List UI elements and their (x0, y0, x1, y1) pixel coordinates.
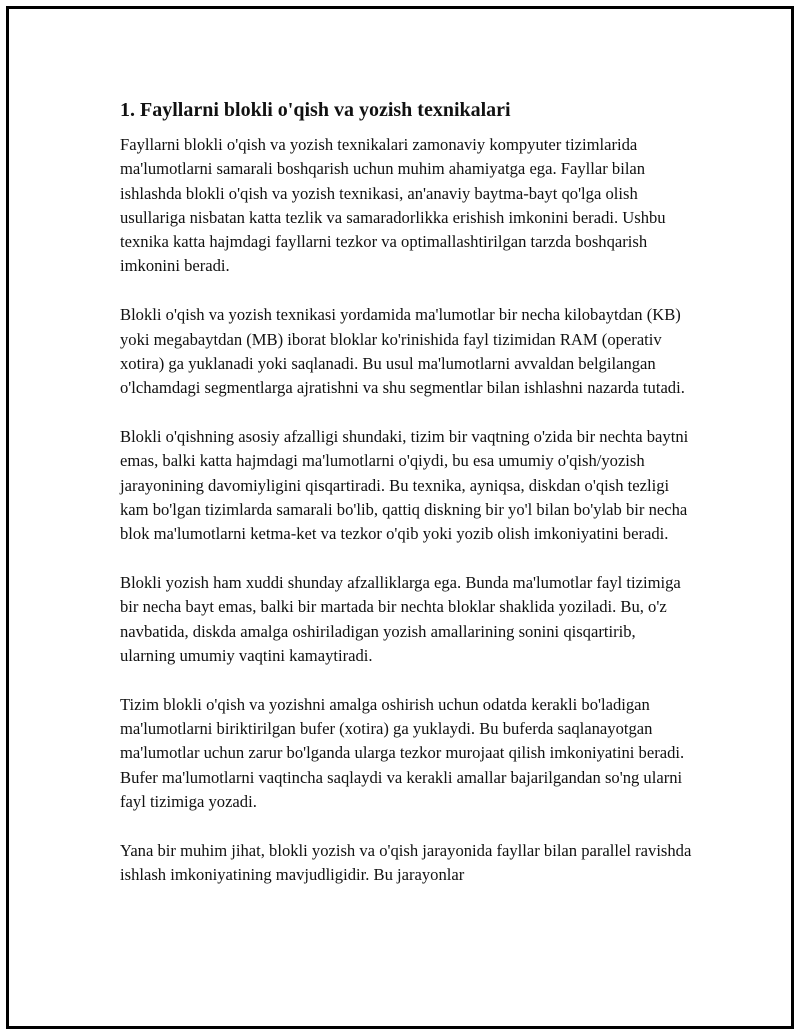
paragraph-1: Fayllarni blokli o'qish va yozish texnikalari zamonaviy kompyuter tizimlarida ma'lumotlarni samarali boshqarish uchun muhim ahamiyatga ega. Fayllar bilan ishlashda blokli o'qish va yozish texnikasi, an'anaviy baytma-bayt qo'lga olish usullariga nisbatan katta tezlik va samaradorlikka erishish imkonini beradi. Ushbu texnika katta hajmdagi fayllarni tezkor va optimallashtirilgan tarzda boshqarish imkonini beradi. (120, 135, 666, 276)
paragraph-2: Blokli o'qish va yozish texnikasi yordamida ma'lumotlar bir necha kilobaytdan (KB) yoki megabaytdan (MB) iborat bloklar ko'rinishida fayl tizimidan RAM (operativ xotira) ga yuklanadi yoki saqlanadi. Bu usul ma'lumotlarni avvaldan belgilangan o'lchamdagi segmentlarga ajratishni va shu segmentlar bilan ishlashni nazarda tutadi. (120, 305, 685, 398)
paragraph-5: Tizim blokli o'qish va yozishni amalga oshirish uchun odatda kerakli bo'ladigan ma'lumotlarni biriktirilgan bufer (xotira) ga yuklaydi. Bu buferda saqlanayotgan ma'lumotlar uchun zarur bo'lganda ularga tezkor murojaat qilish imkoniyatini beradi. Bufer ma'lumotlarni vaqtincha saqlaydi va kerakli amallar bajarilgandan so'ng ularni fayl tizimiga yozadi. (120, 694, 685, 811)
paragraph-4: Blokli yozish ham xuddi shunday afzalliklarga ega. Bunda ma'lumotlar fayl tizimiga bir necha bayt emas, balki bir martada bir nechta bloklar shaklida yoziladi. Bu, o'z navbatida, diskda amalga oshiriladigan yozish amallarining sonini qisqartirib, ularning umumiy vaqtini kamaytiradi. (120, 572, 681, 665)
paragraph-6: Yana bir muhim jihat, blokli yozish va o'qish jarayonida fayllar bilan parallel ravishda ishlash imkoniyatining mavjudligidir. Bu jarayonlar (120, 840, 692, 884)
document-body (120, 97, 692, 912)
document-page (6, 6, 794, 1029)
section-heading: 1. Fayllarni blokli o'qish va yozish texnikalari (120, 99, 511, 121)
paragraph-3: Blokli o'qishning asosiy afzalligi shundaki, tizim bir vaqtning o'zida bir nechta baytni emas, balki katta hajmdagi ma'lumotlarni o'qiydi, bu esa umumiy o'qish/yozish jarayonining davomiyligini qisqartiradi. Bu texnika, ayniqsa, diskdan o'qish tezligi kam bo'lgan tizimlarda samarali bo'lib, qattiq diskning bir yo'l bilan bo'ylab bir necha blok ma'lumotlarni ketma-ket va tezkor o'qib yoki yozib olish imkoniyatini beradi. (120, 426, 689, 544)
